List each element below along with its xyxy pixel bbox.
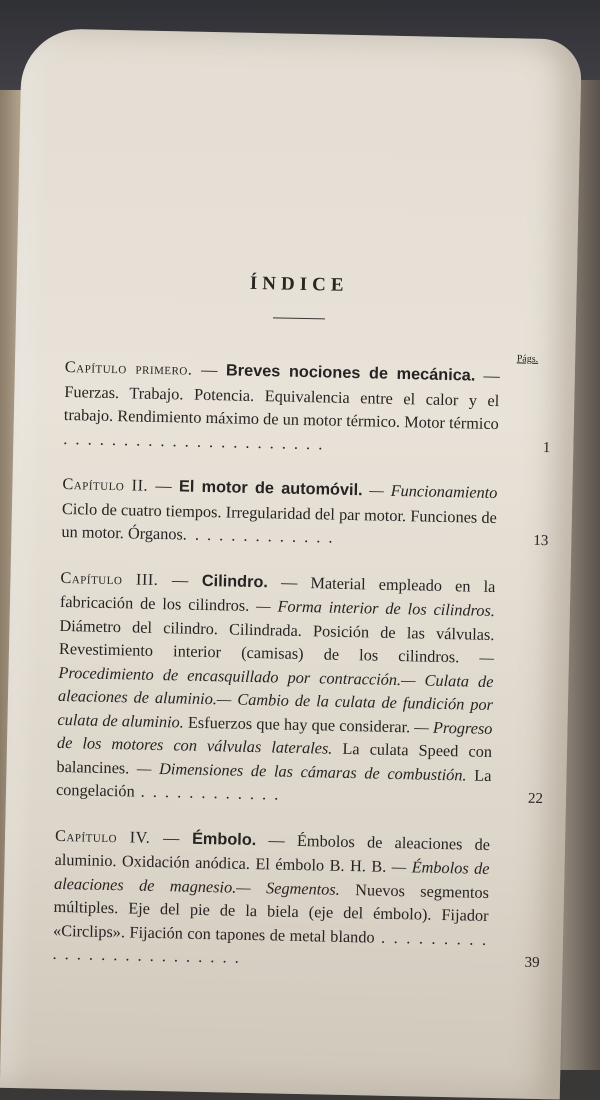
dot-leader: . . . . . . . . . . . . . [182, 524, 335, 547]
entry-italic: — Funcionamiento [369, 480, 498, 503]
entry-italic: — Progreso de los motores con válvulas laterales. [56, 716, 493, 758]
page-number: 39 [524, 954, 540, 972]
entry-text: Ciclo de cuatro tiempos. Irregularidad del par motor. Funciones de un motor. Órganos [61, 498, 498, 544]
entry-text: Esfuerzos que hay que considerar. [187, 712, 411, 736]
dot-leader: . . . . . . . . . . . . . . . . . . . . . . . . . [52, 927, 489, 967]
chapter-heading: Cilindro. [201, 571, 269, 591]
page-number: 22 [527, 790, 544, 808]
index-content [52, 269, 551, 991]
entry-text: — Émbolos de aleaciones de aluminio. Oxidación anódica. El émbolo B. H. B. [54, 829, 491, 876]
chapter-label: Capítulo II. — [62, 473, 173, 496]
book-page [0, 28, 582, 1099]
entry-text: Diámetro del cilindro. Cilindrada. Posición de las válvulas. Revestimiento interior (camisas) de los cilindros. [58, 615, 495, 667]
index-entry-4 [52, 823, 540, 975]
chapter-heading: El motor de automóvil. [178, 477, 363, 500]
entry-italic: — Dimensiones de las cámaras de combustión. [136, 758, 467, 784]
index-entry-1 [63, 355, 551, 460]
entry-italic: — Émbolos de aleaciones de magnesio.— Segmentos. [53, 856, 490, 899]
chapter-label: Capítulo IV. — [54, 825, 181, 847]
page-column-label: Págs. [516, 353, 539, 365]
page-number: 1 [542, 439, 551, 456]
index-title: ÍNDICE [249, 272, 349, 296]
entry-text: — Material empleado en la fabricación de los cilindros. [59, 572, 496, 615]
entry-text: La congelación [55, 765, 492, 801]
dot-leader: . . . . . . . . . . . . . . . . . . . . . . [63, 428, 325, 453]
index-entry-3 [55, 565, 544, 811]
chapter-heading: Émbolo. [191, 829, 257, 849]
chapter-label: Capítulo primero. — [64, 356, 219, 380]
entry-text: Nuevos segmentos múltiples. Eje del pie de la biela (eje del émbolo). Fijador «Circlips». Fijación con tapones de metal blando [52, 879, 490, 947]
title-rule [272, 317, 324, 319]
entry-text: — Fuerzas. Trabajo. Potencia. Equivalencia entre el calor y el trabajo. Rendimiento máximo de un motor térmico. Motor térmico [63, 365, 501, 434]
chapter-label: Capítulo III. — [60, 567, 189, 590]
entry-text: La culata Speed con balancines. [56, 738, 493, 777]
chapter-heading: Breves nociones de mecánica. [225, 361, 476, 385]
page-number: 13 [533, 532, 549, 550]
dot-leader: . . . . . . . . . . . . [134, 781, 281, 804]
entry-italic: — Procedimiento de encasquillado por contracción.— Culata de aleaciones de aluminio.— Cambio de la culata de fundición por culata de aluminio. [57, 647, 495, 732]
index-entry-2 [61, 472, 549, 553]
entry-italic: — Forma interior de los cilindros. [255, 596, 496, 621]
